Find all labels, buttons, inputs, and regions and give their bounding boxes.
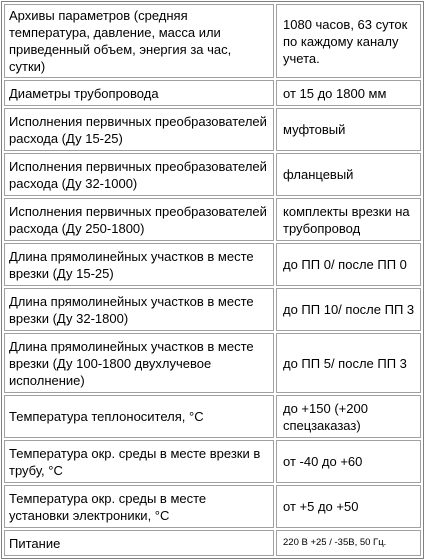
table-row — [4, 485, 421, 528]
table-row — [4, 288, 421, 331]
parameter-name-cell: Длина прямолинейных участков в месте врезки (Ду 15-25) — [4, 243, 274, 286]
table-row — [4, 333, 421, 393]
parameter-name-cell: Питание — [4, 530, 274, 556]
parameter-value-cell: 220 В +25 / -35В, 50 Гц. — [276, 530, 421, 556]
parameter-value-cell: муфтовый — [276, 108, 421, 151]
parameter-value-cell: до ПП 10/ после ПП 3 — [276, 288, 421, 331]
parameter-name-cell: Исполнения первичных преобразователей расхода (Ду 32-1000) — [4, 153, 274, 196]
parameter-name-cell: Температура теплоносителя, °С — [4, 395, 274, 438]
parameter-name-cell: Длина прямолинейных участков в месте врезки (Ду 100-1800 двухлучевое исполнение) — [4, 333, 274, 393]
parameter-name-cell: Температура окр. среды в месте врезки в трубу, °С — [4, 440, 274, 483]
parameter-name-cell: Диаметры трубопровода — [4, 80, 274, 106]
table-row — [4, 440, 421, 483]
table-row — [4, 4, 421, 78]
specifications-table — [1, 1, 424, 559]
table-row — [4, 153, 421, 196]
table-row — [4, 530, 421, 556]
parameter-value-cell: до ПП 0/ после ПП 0 — [276, 243, 421, 286]
parameter-value-cell: от 15 до 1800 мм — [276, 80, 421, 106]
parameter-value-cell: до ПП 5/ после ПП 3 — [276, 333, 421, 393]
parameter-value-cell: фланцевый — [276, 153, 421, 196]
parameter-value-cell: комплекты врезки на трубопровод — [276, 198, 421, 241]
parameter-value-cell: до +150 (+200 спецзаказаз) — [276, 395, 421, 438]
parameter-name-cell: Архивы параметров (средняя температура, давление, масса или приведенный объем, энергия за час, сутки) — [4, 4, 274, 78]
parameter-value-cell: от +5 до +50 — [276, 485, 421, 528]
parameter-value-cell: 1080 часов, 63 суток по каждому каналу учета. — [276, 4, 421, 78]
table-row — [4, 243, 421, 286]
parameter-value-cell: от -40 до +60 — [276, 440, 421, 483]
parameter-name-cell: Длина прямолинейных участков в месте врезки (Ду 32-1800) — [4, 288, 274, 331]
parameter-name-cell: Исполнения первичных преобразователей расхода (Ду 250-1800) — [4, 198, 274, 241]
parameter-name-cell: Температура окр. среды в месте установки электроники, °С — [4, 485, 274, 528]
table-row — [4, 198, 421, 241]
table-row — [4, 395, 421, 438]
table-row — [4, 108, 421, 151]
parameter-name-cell: Исполнения первичных преобразователей расхода (Ду 15-25) — [4, 108, 274, 151]
table-row — [4, 80, 421, 106]
